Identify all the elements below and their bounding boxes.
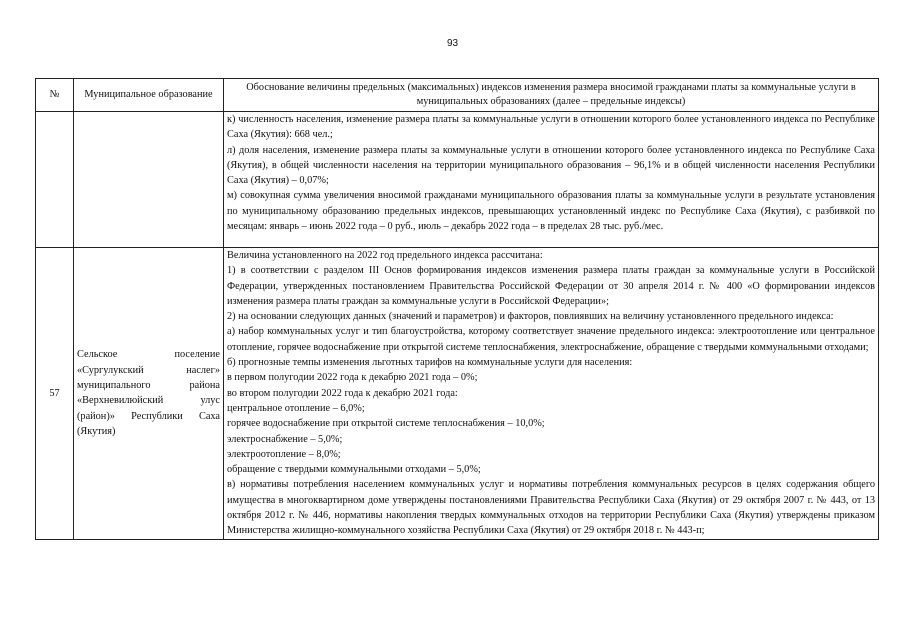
tariff-heating: центральное отопление – 6,0%; xyxy=(227,402,365,414)
cell-municipality: Сельское поселение «Сургулукский наслег» муниципального района «Верхневилюйский улус (район)» Республики Саха (Якутия) xyxy=(74,248,224,540)
justification-item-2: 2) на основании следующих данных (значений и параметров) и факторов, повлиявших на величину установленного предельного индекса: xyxy=(227,311,834,323)
tariff-first-half: в первом полугодии 2022 года к декабрю 2021 года – 0%; xyxy=(227,372,478,384)
tariff-solid-waste: обращение с твердыми коммунальными отходами – 5,0%; xyxy=(227,464,481,476)
justification-item-a: а) набор коммунальных услуг и тип благоустройства, которому соответствует значение предельного индекса: электроотопление или центральное отопление, горячее водоснабжение при открытой системе теплоснабжения, электроснабжение, обращение с твердыми коммунальными отходами; xyxy=(227,326,875,353)
justification-item-1: 1) в соответствии с разделом III Основ формирования индексов изменения размера платы граждан за коммунальные услуги в Российской Федерации, утвержденных постановлением Правительства Российской Федерации от 30 апреля 2014 г. № 400 «О формировании индексов изменения размера платы граждан за коммунальные услуги в Российской Федерации»; xyxy=(227,265,875,307)
tariff-hot-water: горячее водоснабжение при открытой системе теплоснабжения – 10,0%; xyxy=(227,418,545,430)
page-number: 93 xyxy=(446,38,459,49)
justification-item-m: м) совокупная сумма увеличения вносимой гражданами муниципального образования платы за коммунальные услуги в результате установления по муниципальному образованию предельных индексов, превышающих установленный индекс по Республике Саха (Якутия), с разбивкой по месяцам: январь – июнь 2022 года – 0 руб., июль – декабрь 2022 года – в пределах 28 тыс. руб./мес. xyxy=(227,190,875,233)
justification-intro: Величина установленного на 2022 год предельного индекса рассчитана: xyxy=(227,250,543,261)
justification-item-b: б) прогнозные темпы изменения льготных тарифов на коммунальные услуги для населения: xyxy=(227,357,633,369)
header-number: № xyxy=(36,79,74,112)
tariff-electricity: электроснабжение – 5,0%; xyxy=(227,433,343,445)
cell-number: 57 xyxy=(36,248,74,540)
justification-item-l: л) доля населения, изменение размера платы за коммунальные услуги в отношении которого более установленного индекса по Республике Саха (Якутия), в общей численности населения на территории муниципального образования – 96,1% и в общей численности населения Республики Саха (Якутия) – 0,07%; xyxy=(227,144,875,187)
cell-number xyxy=(36,112,74,248)
tariff-electric-heating: электроотопление – 8,0%; xyxy=(227,448,341,460)
tariff-index-table xyxy=(35,78,879,540)
table-header-row xyxy=(36,79,879,112)
cell-justification xyxy=(224,248,879,540)
header-justification: Обоснование величины предельных (максимальных) индексов изменения размера вносимой гражданами платы за коммунальные услуги в муниципальных образованиях (далее – предельные индексы) xyxy=(224,79,879,112)
justification-item-k: к) численность населения, изменение размера платы за коммунальные услуги в отношении которого более установленного индекса по Республике Саха (Якутия): 668 чел.; xyxy=(227,114,875,141)
header-municipality: Муниципальное образование xyxy=(74,79,224,112)
justification-item-v: в) нормативы потребления населением коммунальных услуг и нормативы потребления коммунальных ресурсов в целях содержания общего имущества в многоквартирном доме утверждены постановлениями Правительства Республики Саха (Якутия) от 29 октября 2007 г. № 443, от 13 октября 2012 г. № 446, нормативы накопления твердых коммунальных отходов на территории Республики Саха (Якутия) утверждены приказом Министерства жилищно-коммунального хозяйства Республики Саха (Якутия) от 29 октября 2018 г. № 443-п; xyxy=(227,479,875,537)
cell-municipality xyxy=(74,112,224,248)
cell-justification xyxy=(224,112,879,248)
tariff-second-half: во втором полугодии 2022 года к декабрю 2021 года: xyxy=(227,387,458,399)
table-row-57 xyxy=(36,248,879,540)
table-row-continuation xyxy=(36,112,879,248)
